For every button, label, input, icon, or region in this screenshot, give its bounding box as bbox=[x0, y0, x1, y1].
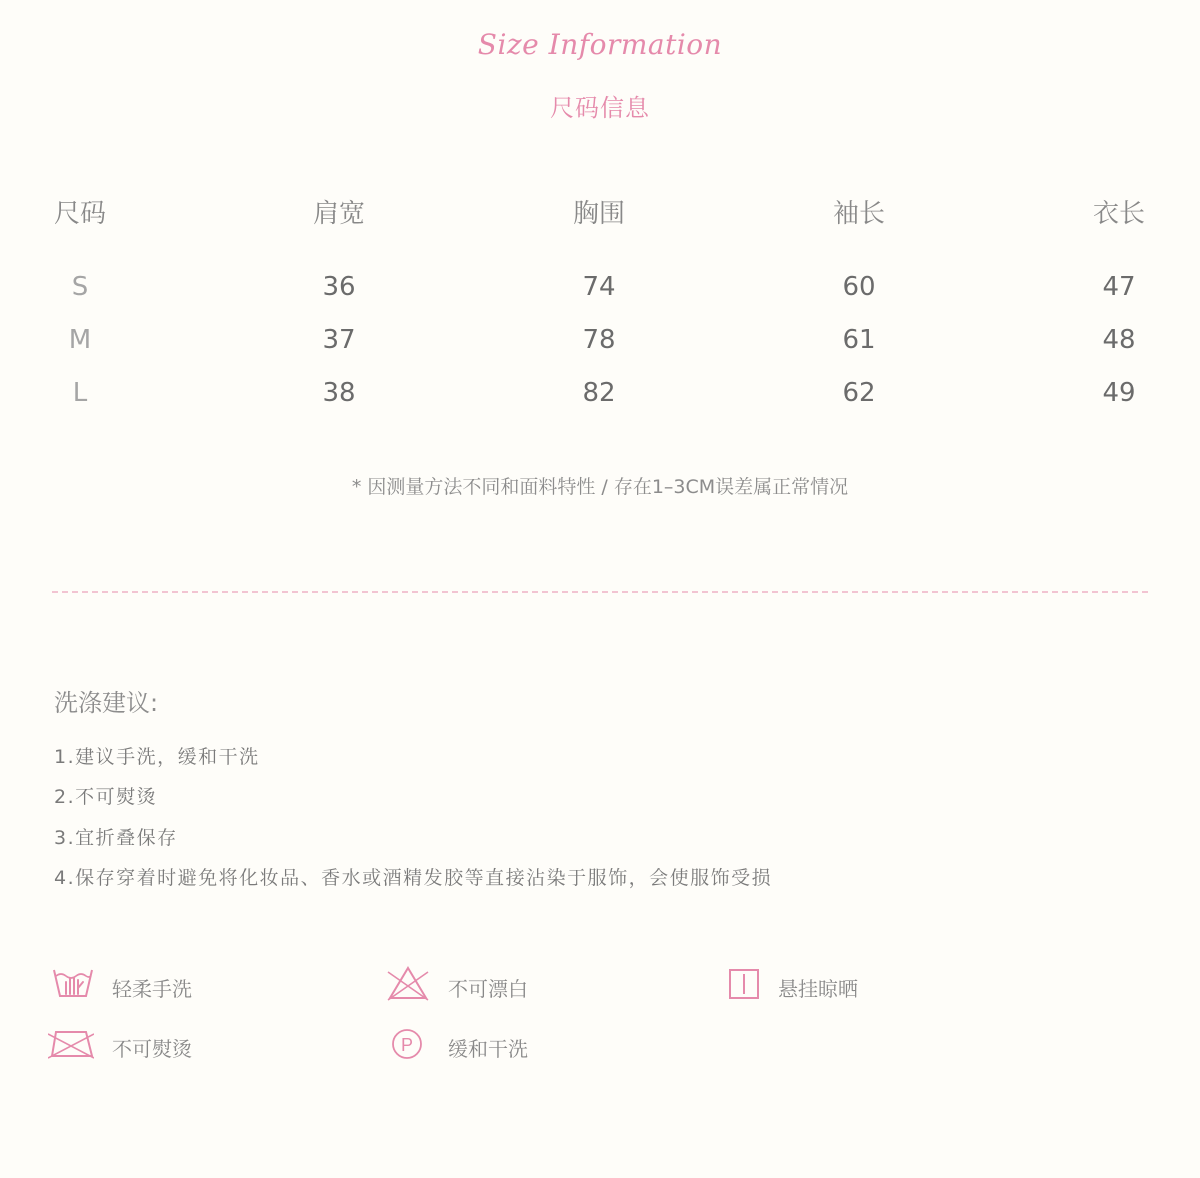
table-cell: 62 bbox=[842, 378, 876, 408]
table-cell: 36 bbox=[322, 272, 356, 302]
header-sleeve: 袖长 bbox=[832, 199, 885, 229]
table-cell: M bbox=[68, 325, 92, 355]
svg-text:P: P bbox=[400, 1035, 414, 1055]
care-label: 不可漂白 bbox=[448, 977, 528, 1001]
title-english: Size Information bbox=[477, 28, 723, 61]
table-row bbox=[0, 272, 1200, 312]
table-cell: 49 bbox=[1102, 378, 1136, 408]
header-chest: 胸围 bbox=[572, 199, 625, 229]
care-label: 悬挂晾晒 bbox=[778, 977, 858, 1001]
care-label: 不可熨烫 bbox=[112, 1037, 192, 1061]
dashed-divider bbox=[52, 591, 1148, 593]
table-cell: 60 bbox=[842, 272, 876, 302]
care-label: 轻柔手洗 bbox=[112, 977, 192, 1001]
table-cell: 37 bbox=[322, 325, 356, 355]
hand-wash-icon bbox=[52, 964, 98, 1004]
measurement-note: * 因测量方法不同和面料特性 / 存在1–3CM误差属正常情况 bbox=[351, 476, 849, 498]
table-cell: 78 bbox=[582, 325, 616, 355]
table-row bbox=[0, 325, 1200, 365]
header-size: 尺码 bbox=[54, 199, 107, 229]
table-cell: 61 bbox=[842, 325, 876, 355]
header-shoulder: 肩宽 bbox=[312, 199, 365, 229]
hang-dry-icon bbox=[728, 964, 774, 1004]
table-cell: 47 bbox=[1102, 272, 1136, 302]
header-length: 衣长 bbox=[1092, 199, 1145, 229]
wash-item: 4.保存穿着时避免将化妆品、香水或酒精发胶等直接沾染于服饰，会使服饰受损 bbox=[54, 867, 773, 889]
title-chinese: 尺码信息 bbox=[550, 94, 650, 122]
table-cell: 74 bbox=[582, 272, 616, 302]
table-cell: 48 bbox=[1102, 325, 1136, 355]
table-header bbox=[0, 193, 1200, 233]
table-cell: 38 bbox=[322, 378, 356, 408]
dry-clean-p-icon bbox=[390, 1024, 436, 1064]
no-iron-icon bbox=[48, 1024, 94, 1064]
wash-title: 洗涤建议: bbox=[54, 689, 159, 717]
table-cell: 82 bbox=[582, 378, 616, 408]
table-row bbox=[0, 378, 1200, 418]
wash-item: 3.宜折叠保存 bbox=[54, 827, 178, 849]
table-cell: S bbox=[71, 272, 89, 302]
wash-item: 2.不可熨烫 bbox=[54, 786, 158, 808]
wash-item: 1.建议手洗，缓和干洗 bbox=[54, 746, 260, 768]
care-label: 缓和干洗 bbox=[448, 1037, 528, 1061]
table-cell: L bbox=[72, 378, 88, 408]
no-bleach-icon bbox=[386, 964, 432, 1004]
